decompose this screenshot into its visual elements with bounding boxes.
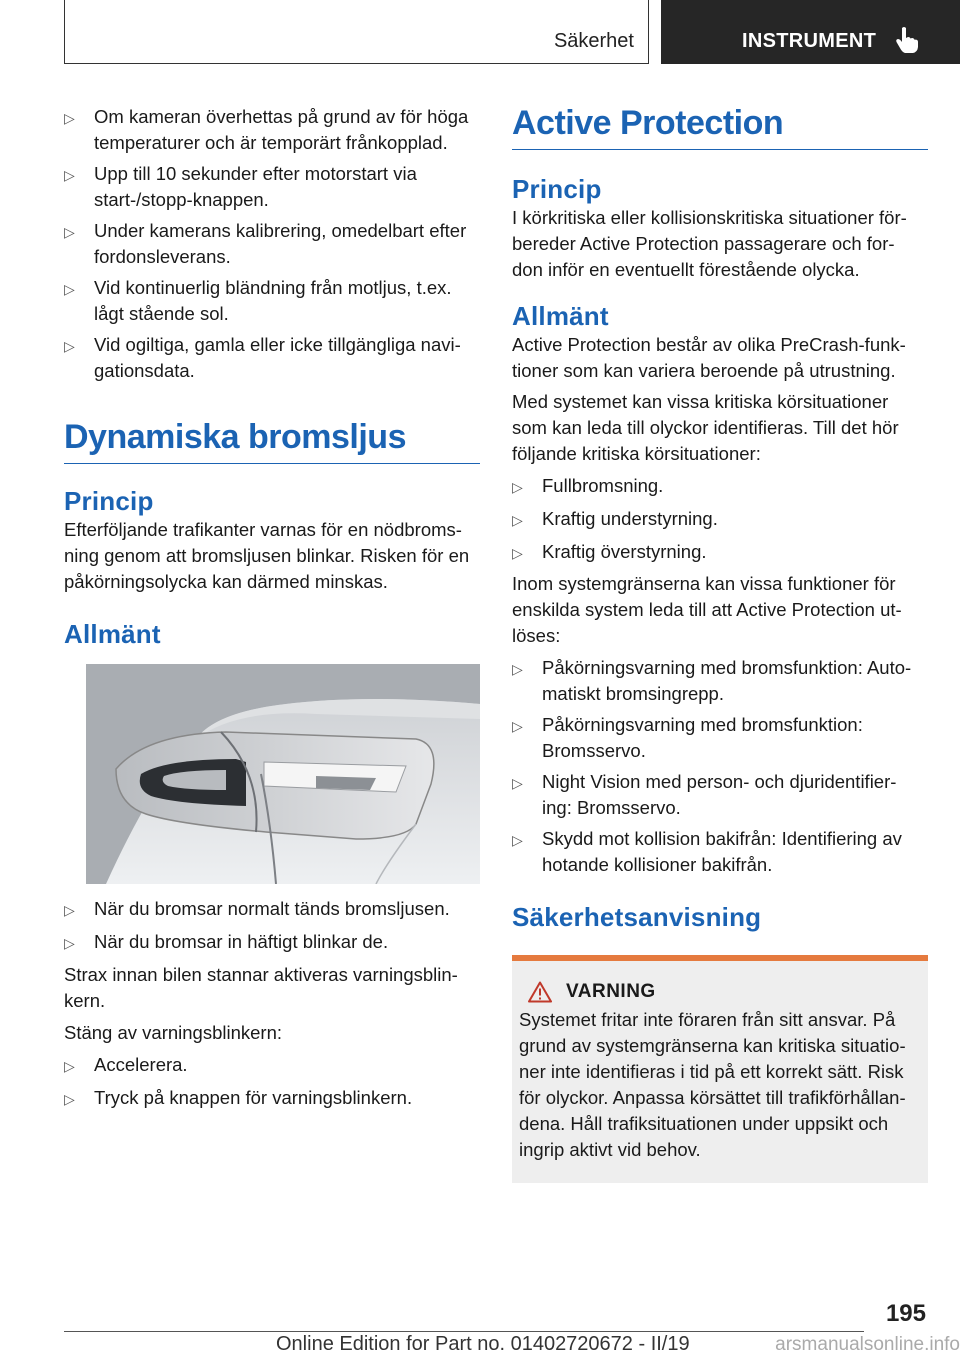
warning-text: Systemet fritar inte föraren från sitt ansvar. På grund av systemgränserna kan kritiska situatio‐ ner inte identifieras i tid på ett korrekt sätt. Risk för olyckor. Anpassa körsättet till trafikförhållan‐ dena. Håll trafiksituationen under uppsikt och ingrip aktivt vid behov. <box>519 1009 906 1160</box>
list-item: ▷ Påkörningsvarning med bromsfunktion: Bromsservo. <box>512 712 928 764</box>
principle-text: I körkritiska eller kollisionskritiska situationer för‐ bereder Active Protection passagerare och for‐ don inför en eventuellt förestående olycka. <box>512 207 907 280</box>
triangle-bullet-icon: ▷ <box>64 224 75 240</box>
triangle-bullet-icon: ▷ <box>64 167 75 183</box>
warning-triangle-icon <box>528 981 552 1003</box>
intro-bullet-list <box>64 104 480 384</box>
warning-header <box>528 981 920 1003</box>
list-item: ▷ Tryck på knappen för varningsblinkern. <box>64 1085 480 1112</box>
system-limits-text: Inom systemgränserna kan vissa funktioner för enskilda system leda till att Active Protection ut‐ löses: <box>512 573 902 646</box>
subsection-title-principle: Princip <box>512 174 602 204</box>
hazard-light-text: Strax innan bilen stannar aktiveras varningsblin‐ kern. <box>64 964 458 1011</box>
tail-light-illustration <box>86 664 480 884</box>
list-item: ▷ Kraftig understyrning. <box>512 506 928 533</box>
list-item: ▷ Vid ogiltiga, gamla eller icke tillgängliga navi‐ gationsdata. <box>64 332 480 384</box>
list-item: ▷ Skydd mot kollision bakifrån: Identifiering av hotande kollisioner bakifrån. <box>512 826 928 878</box>
function-bullet-list <box>512 655 928 878</box>
triangle-bullet-icon: ▷ <box>64 1091 75 1107</box>
left-column <box>64 104 480 1112</box>
triangle-bullet-icon: ▷ <box>512 512 523 528</box>
list-item: ▷ Vid kontinuerlig bländning från motljus, t.ex. lågt stående sol. <box>64 275 480 327</box>
triangle-bullet-icon: ▷ <box>64 902 75 918</box>
triangle-bullet-icon: ▷ <box>64 338 75 354</box>
list-item: ▷ Night Vision med person- och djuridentifier‐ ing: Bromsservo. <box>512 769 928 821</box>
header-section-title: Säkerhet <box>553 30 634 52</box>
principle-text: Efterföljande trafikanter varnas för en nödbroms‐ ning genom att bromsljusen blinkar. Risken för en påkörningsolycka kan därmed minskas. <box>64 519 470 592</box>
footer-edition: Online Edition for Part no. 01402720672 - II/19 <box>276 1333 690 1355</box>
header-chapter-tab[interactable] <box>661 0 960 64</box>
section-title-active-protection: Active Protection <box>512 104 928 150</box>
triangle-bullet-icon: ▷ <box>512 832 523 848</box>
list-item: ▷ Fullbromsning. <box>512 473 928 500</box>
triangle-bullet-icon: ▷ <box>64 110 75 126</box>
list-item: ▷ Under kamerans kalibrering, omedelbart efter fordonsleverans. <box>64 218 480 270</box>
triangle-bullet-icon: ▷ <box>512 718 523 734</box>
footer-watermark: arsmanualsonline.info <box>775 1334 960 1355</box>
subsection-title-general: Allmänt <box>64 619 161 649</box>
list-item: ▷ Accelerera. <box>64 1052 480 1079</box>
situation-bullet-list <box>512 473 928 566</box>
triangle-bullet-icon: ▷ <box>512 661 523 677</box>
triangle-bullet-icon: ▷ <box>64 281 75 297</box>
triangle-bullet-icon: ▷ <box>512 775 523 791</box>
triangle-bullet-icon: ▷ <box>64 1058 75 1074</box>
page-number: 195 <box>885 1300 926 1327</box>
hand-pointer-icon <box>895 26 919 54</box>
section-title-dynamic-brake-lights: Dynamiska bromsljus <box>64 418 480 464</box>
list-item: ▷ Påkörningsvarning med bromsfunktion: Auto‐ matiskt bromsingrepp. <box>512 655 928 707</box>
footer-divider <box>64 1331 864 1332</box>
subsection-title-general: Allmänt <box>512 301 609 331</box>
triangle-bullet-icon: ▷ <box>512 545 523 561</box>
list-item: ▷ Om kameran överhettas på grund av för höga temperaturer och är temporärt frånkopplad. <box>64 104 480 156</box>
subsection-title-principle: Princip <box>64 486 154 516</box>
list-item: ▷ När du bromsar in häftigt blinkar de. <box>64 929 480 956</box>
warning-title: VARNING <box>566 981 656 1002</box>
triangle-bullet-icon: ▷ <box>512 479 523 495</box>
right-column <box>512 104 928 1183</box>
triangle-bullet-icon: ▷ <box>64 935 75 951</box>
subsection-title-safety: Säkerhetsanvisning <box>512 902 762 932</box>
general-text: Active Protection består av olika PreCrash-funk‐ tioner som kan variera beroende på utrustning. <box>512 334 906 381</box>
list-item: ▷ Upp till 10 sekunder efter motorstart via start-/stopp-knappen. <box>64 161 480 213</box>
brake-bullet-list <box>64 896 480 956</box>
list-item: ▷ När du bromsar normalt tänds bromsljusen. <box>64 896 480 923</box>
general-text: Med systemet kan vissa kritiska körsituationer som kan leda till olyckor identifieras. Till det hör följande kritiska körsituationer: <box>512 391 899 464</box>
hazard-off-text: Stäng av varningsblinkern: <box>64 1022 283 1043</box>
header-section-box <box>64 0 649 64</box>
header-chapter-title: INSTRUMENT <box>742 30 877 52</box>
hazard-off-bullet-list <box>64 1052 480 1112</box>
warning-box <box>512 955 928 1183</box>
list-item: ▷ Kraftig överstyrning. <box>512 539 928 566</box>
